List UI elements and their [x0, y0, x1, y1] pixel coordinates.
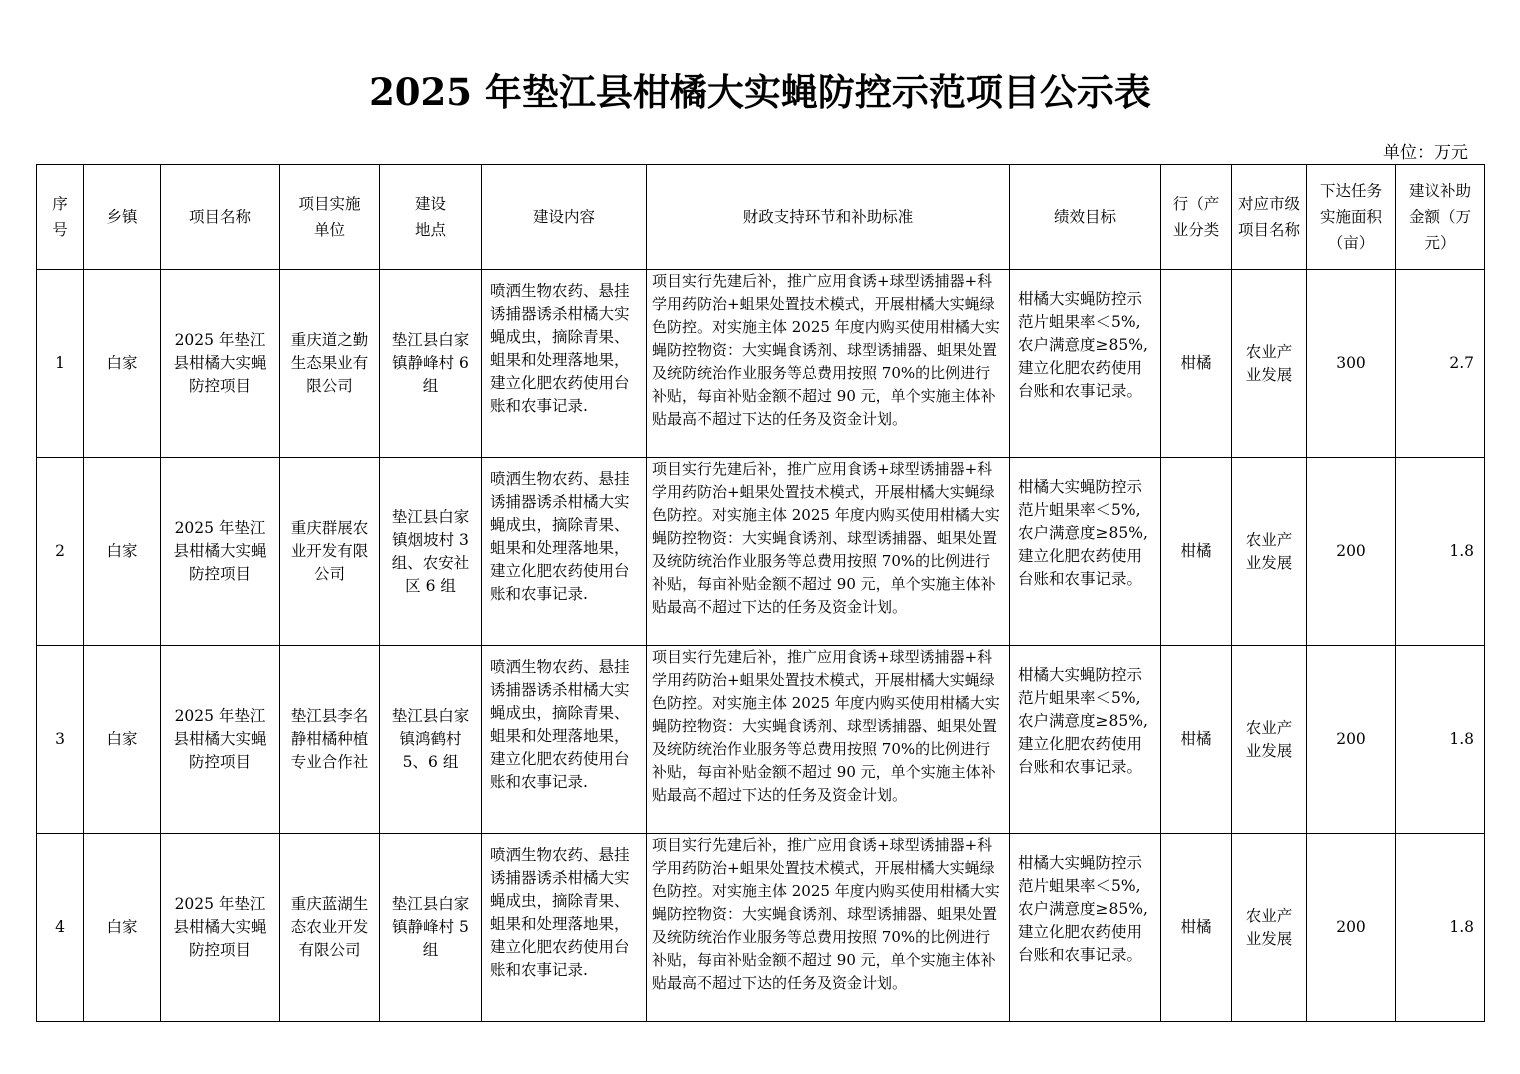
cell-name: 2025 年垫江县柑橘大实蝇防控项目	[161, 646, 280, 834]
header-seq: 序号	[37, 165, 84, 270]
cell-implementer: 重庆蓝湖生态农业开发有限公司	[280, 834, 380, 1022]
cell-seq: 3	[37, 646, 84, 834]
table-row	[37, 270, 1485, 458]
cell-amount: 1.8	[1396, 834, 1485, 1022]
cell-town: 白家	[84, 270, 161, 458]
cell-location: 垫江县白家镇静峰村 5 组	[380, 834, 482, 1022]
cell-location: 垫江县白家镇烟坡村 3 组、农安社区 6 组	[380, 458, 482, 646]
cell-industry: 柑橘	[1161, 646, 1232, 834]
cell-finance: 项目实行先建后补，推广应用食诱+球型诱捕器+科学用药防治+蛆果处置技术模式，开展柑橘大实蝇绿色防控。对实施主体 2025 年度内购买使用柑橘大实蝇防控物资：大实蝇食诱剂、球型诱捕器、蛆果处置及统防统治作业服务等总费用按照 70%的比例进行补贴，每亩补贴金额不超过 90 元，单个实施主体补贴最高不超过下达的任务及资金计划。	[647, 646, 1010, 834]
header-content: 建设内容	[482, 165, 647, 270]
header-implementer: 项目实施单位	[280, 165, 380, 270]
table-row	[37, 834, 1485, 1022]
unit-label: 单位：万元	[1383, 143, 1468, 163]
header-industry: 行（产业分类	[1161, 165, 1232, 270]
cell-finance: 项目实行先建后补，推广应用食诱+球型诱捕器+科学用药防治+蛆果处置技术模式，开展柑橘大实蝇绿色防控。对实施主体 2025 年度内购买使用柑橘大实蝇防控物资：大实蝇食诱剂、球型诱捕器、蛆果处置及统防统治作业服务等总费用按照 70%的比例进行补贴，每亩补贴金额不超过 90 元，单个实施主体补贴最高不超过下达的任务及资金计划。	[647, 458, 1010, 646]
cell-seq: 4	[37, 834, 84, 1022]
header-area: 下达任务实施面积（亩）	[1307, 165, 1396, 270]
cell-seq: 2	[37, 458, 84, 646]
cell-performance: 柑橘大实蝇防控示范片蛆果率＜5%,农户满意度≥85%,建立化肥农药使用台账和农事记录。	[1010, 646, 1161, 834]
cell-finance: 项目实行先建后补，推广应用食诱+球型诱捕器+科学用药防治+蛆果处置技术模式，开展柑橘大实蝇绿色防控。对实施主体 2025 年度内购买使用柑橘大实蝇防控物资：大实蝇食诱剂、球型诱捕器、蛆果处置及统防统治作业服务等总费用按照 70%的比例进行补贴，每亩补贴金额不超过 90 元，单个实施主体补贴最高不超过下达的任务及资金计划。	[647, 834, 1010, 1022]
cell-city-project: 农业产业发展	[1232, 834, 1307, 1022]
cell-name: 2025 年垫江县柑橘大实蝇防控项目	[161, 458, 280, 646]
cell-performance: 柑橘大实蝇防控示范片蛆果率＜5%,农户满意度≥85%,建立化肥农药使用台账和农事记录。	[1010, 270, 1161, 458]
cell-amount: 1.8	[1396, 458, 1485, 646]
cell-city-project: 农业产业发展	[1232, 270, 1307, 458]
cell-content: 喷洒生物农药、悬挂诱捕器诱杀柑橘大实蝇成虫，摘除青果、蛆果和处理落地果，建立化肥农药使用台账和农事记录.	[482, 834, 647, 1022]
cell-area: 200	[1307, 834, 1396, 1022]
cell-area: 300	[1307, 270, 1396, 458]
cell-area: 200	[1307, 646, 1396, 834]
cell-industry: 柑橘	[1161, 458, 1232, 646]
header-city-project: 对应市级项目名称	[1232, 165, 1307, 270]
project-table	[36, 164, 1485, 1022]
cell-amount: 1.8	[1396, 646, 1485, 834]
cell-amount: 2.7	[1396, 270, 1485, 458]
cell-content: 喷洒生物农药、悬挂诱捕器诱杀柑橘大实蝇成虫，摘除青果、蛆果和处理落地果，建立化肥农药使用台账和农事记录.	[482, 646, 647, 834]
cell-location: 垫江县白家镇鸿鹤村 5、6 组	[380, 646, 482, 834]
cell-area: 200	[1307, 458, 1396, 646]
header-town: 乡镇	[84, 165, 161, 270]
cell-industry: 柑橘	[1161, 834, 1232, 1022]
cell-implementer: 垫江县李名静柑橘种植专业合作社	[280, 646, 380, 834]
cell-city-project: 农业产业发展	[1232, 458, 1307, 646]
header-location: 建设地点	[380, 165, 482, 270]
table-row	[37, 458, 1485, 646]
header-amount: 建议补助金额（万元）	[1396, 165, 1485, 270]
cell-town: 白家	[84, 646, 161, 834]
cell-name: 2025 年垫江县柑橘大实蝇防控项目	[161, 270, 280, 458]
header-finance: 财政支持环节和补助标准	[647, 165, 1010, 270]
cell-finance: 项目实行先建后补，推广应用食诱+球型诱捕器+科学用药防治+蛆果处置技术模式，开展柑橘大实蝇绿色防控。对实施主体 2025 年度内购买使用柑橘大实蝇防控物资：大实蝇食诱剂、球型诱捕器、蛆果处置及统防统治作业服务等总费用按照 70%的比例进行补贴，每亩补贴金额不超过 90 元，单个实施主体补贴最高不超过下达的任务及资金计划。	[647, 270, 1010, 458]
cell-name: 2025 年垫江县柑橘大实蝇防控项目	[161, 834, 280, 1022]
cell-seq: 1	[37, 270, 84, 458]
cell-industry: 柑橘	[1161, 270, 1232, 458]
header-performance: 绩效目标	[1010, 165, 1161, 270]
cell-performance: 柑橘大实蝇防控示范片蛆果率＜5%,农户满意度≥85%,建立化肥农药使用台账和农事记录。	[1010, 834, 1161, 1022]
cell-performance: 柑橘大实蝇防控示范片蛆果率＜5%,农户满意度≥85%,建立化肥农药使用台账和农事记录。	[1010, 458, 1161, 646]
table-row	[37, 646, 1485, 834]
header-row	[37, 165, 1485, 270]
document-title: 2025 年垫江县柑橘大实蝇防控示范项目公示表	[369, 70, 1151, 114]
cell-content: 喷洒生物农药、悬挂诱捕器诱杀柑橘大实蝇成虫，摘除青果、蛆果和处理落地果，建立化肥农药使用台账和农事记录.	[482, 458, 647, 646]
cell-location: 垫江县白家镇静峰村 6 组	[380, 270, 482, 458]
cell-city-project: 农业产业发展	[1232, 646, 1307, 834]
cell-content: 喷洒生物农药、悬挂诱捕器诱杀柑橘大实蝇成虫，摘除青果、蛆果和处理落地果，建立化肥农药使用台账和农事记录.	[482, 270, 647, 458]
cell-town: 白家	[84, 458, 161, 646]
cell-implementer: 重庆道之勤生态果业有限公司	[280, 270, 380, 458]
cell-implementer: 重庆群展农业开发有限公司	[280, 458, 380, 646]
header-name: 项目名称	[161, 165, 280, 270]
cell-town: 白家	[84, 834, 161, 1022]
